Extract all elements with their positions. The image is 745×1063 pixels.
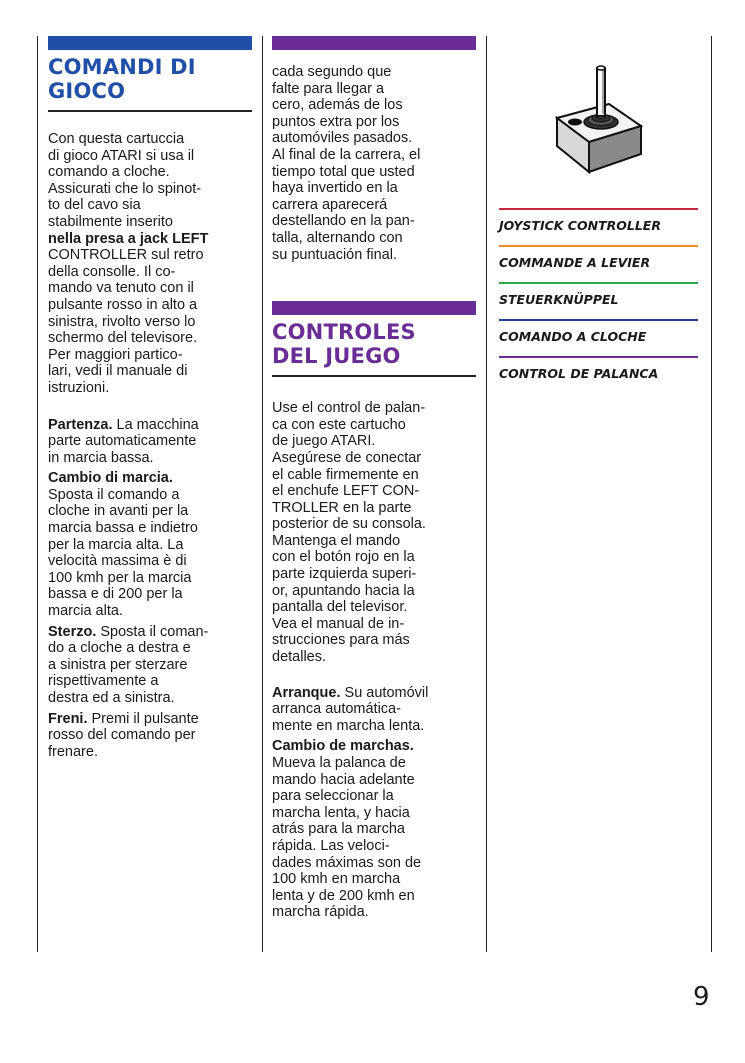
italian-heading-line2: GIOCO <box>48 79 126 103</box>
italian-heading-rule <box>48 110 252 112</box>
column-rule-middle-right <box>486 36 487 952</box>
spanish-heading <box>272 320 476 368</box>
label-comando-a-cloche: COMANDO A CLOCHE <box>499 319 698 356</box>
label-joystick-controller: JOYSTICK CONTROLLER <box>499 208 698 245</box>
label-commande-a-levier: COMMANDE A LEVIER <box>499 245 698 282</box>
italian-cambio-lead: Cambio di marcia. <box>48 470 173 487</box>
page-number: 9 <box>693 982 710 1012</box>
italian-intro: Con questa cartuccia di gioco ATARI si usa il comando a cloche. Assicurati che lo spinot- to del cavo sia stabilmente inserito nella presa a jack LEFT CONTROLLER sul retro della consolle. Il co- mando va tenuto con il pulsante rosso in alto a sinistra, rivolto verso lo schermo del televisore. Per maggiori partico- lari, vedi il manuale di istruzioni. <box>48 131 209 396</box>
italian-column <box>48 36 252 760</box>
spanish-continued-text: cada segundo que falte para llegar a cero, además de los puntos extra por los automóviles pasados. Al final de la carrera, el tiempo total que usted haya invertido en la carrera aparecerá destellando en la pan- talla, alternando con su puntuación final. <box>272 64 421 263</box>
spanish-heading-line1: CONTROLES <box>272 320 416 345</box>
spanish-arranque-lead: Arranque. <box>272 684 341 701</box>
italian-sterzo-lead: Sterzo. <box>48 623 97 640</box>
label-control-de-palanca: CONTROL DE PALANCA <box>499 356 698 393</box>
italian-color-bar <box>48 36 252 50</box>
spanish-arranque-paragraph: Arranque. Su automóvil arranca automática- mente en marcha lenta. <box>272 684 429 734</box>
italian-cambio-paragraph: Cambio di marcia. Sposta il comando a cloche in avanti per la marcia bassa e indietro per la marcia alta. La velocità massima è di 100 kmh per la marcia bassa e di 200 per la marcia alta. <box>48 470 198 620</box>
spanish-cambio-lead: Cambio de marchas. <box>272 738 414 755</box>
joystick-icon <box>553 62 645 180</box>
spanish-intro: Use el control de palan- ca con este cartucho de juego ATARI. Asegúrese de conectar el cable firmemente en el enchufe LEFT CON- TROLLER en la parte posterior de su consola. Mantenga el mando con el botón rojo en la parte izquierda superi- or, apuntando hacia la pantalla del televisor. Vea el manual de in- strucciones para más detalles. <box>272 400 426 666</box>
label-steuerknuppel: STEUERKNÜPPEL <box>499 282 698 319</box>
spanish-heading-line2: DEL JUEGO <box>272 344 401 369</box>
italian-partenza-lead: Partenza. <box>48 416 113 433</box>
italian-freni-lead: Freni. <box>48 710 88 727</box>
italian-heading-line1: COMANDI DI <box>48 55 196 79</box>
spanish-cambio-paragraph: Cambio de marchas. Mueva la palanca de mando hacia adelante para seleccionar la marcha lenta, y hacia atrás para la marcha rápida. Las veloci- dades máximas son de 100 kmh en marcha lenta y de 200 kmh en marcha rápida. <box>272 738 422 921</box>
italian-partenza-paragraph: Partenza. La macchina parte automaticamente in marcia bassa. <box>48 416 199 466</box>
spanish-color-bar-top <box>272 36 476 50</box>
italian-freni-paragraph: Freni. Premi il pulsante rosso del comando per frenare. <box>48 710 199 760</box>
spanish-heading-rule <box>272 375 476 377</box>
italian-sterzo-paragraph: Sterzo. Sposta il coman- do a cloche a destra e a sinistra per sterzare rispettivamente a destra ed a sinistra. <box>48 623 209 706</box>
column-rule-right <box>711 36 712 952</box>
spanish-column <box>272 36 476 921</box>
spanish-color-bar <box>272 301 476 315</box>
italian-heading <box>48 55 252 103</box>
column-rule-middle-left <box>262 36 263 952</box>
column-rule-left <box>37 36 38 952</box>
